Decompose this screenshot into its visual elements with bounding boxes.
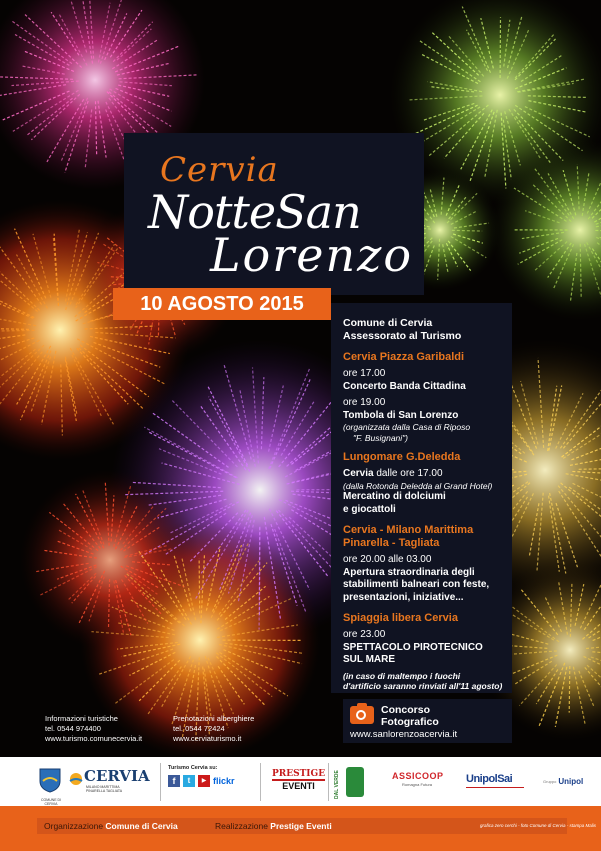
title-cervia: Cervia [160,150,279,190]
facebook-icon[interactable]: f [168,775,180,787]
section-title-spiaggia: Spiaggia libera Cervia [343,612,458,624]
section-title-milano [343,524,509,550]
section-title-deledda: Lungomare G.Deledda [343,451,461,463]
footer-organizer [44,821,178,831]
hotel-info-title: Prenotazioni alberghiere [173,714,255,723]
footer-org-value: Comune di Cervia [105,821,178,831]
organizer-line1: Comune di Cervia [343,317,433,329]
leaf-icon [346,767,364,797]
twitter-icon[interactable]: t [183,775,195,787]
garibaldi-note2: "F. Busignani") [353,432,409,443]
photo-contest-line1: Concorso [381,704,431,716]
deledda-time [343,468,509,481]
unipol-prefix: Gruppo [543,779,557,784]
program-panel [331,303,512,693]
deledda-time-value: dalle ore 17.00 [373,468,443,479]
social-title: Turismo Cervia su: [168,765,218,771]
logo-divider [328,763,329,801]
social-links [168,765,235,787]
milano-time: ore 20.00 alle 03.00 [343,554,432,565]
garibaldi-note1: (organizzata dalla Casa di Riposo [343,422,471,432]
photo-contest-title [381,704,439,728]
garibaldi-event1: Concerto Banda Cittadina [343,380,466,392]
footer-bar [0,806,601,851]
deledda-time-prefix: Cervia [343,468,374,479]
organizer [343,317,509,343]
photo-contest-line2: Fotografico [381,716,439,728]
footer-real-value: Prestige Eventi [270,821,332,831]
spark-ray [259,528,260,630]
milano-events [343,567,509,605]
milano-event3: presentazioni, iniziative... [343,591,464,603]
hotel-info [173,714,254,744]
comune-label: COMUNE DI CERVIA [40,798,62,806]
garibaldi-note [343,422,509,443]
logo-divider [160,763,161,801]
spiaggia-note1: (in caso di maltempo i fuochi [343,670,461,681]
cervia-logo-sub: MILANO MARITTIMA PINARELLA TAGLIATA [86,785,123,793]
deledda-note: (dalla Rotonda Deledda al Grand Hotel) [343,480,493,491]
unipol-text: Unipol [558,777,584,786]
spiaggia-event2: SUL MARE [343,654,396,665]
hotel-info-url[interactable]: www.cerviaturismo.it [173,734,242,743]
hotel-info-phone: tel. 0544 72424 [173,724,225,733]
milano-event2: stabilimenti balneari con feste, [343,579,490,590]
coat-of-arms-icon [38,767,62,793]
unipolsai-logo [466,773,524,788]
spiaggia-time: ore 23.00 [343,629,386,640]
milano-event1: Apertura straordinaria degli [343,566,475,578]
spiaggia-note [343,671,509,692]
footer-credits: grafica zero cerchi - foto Comune di Cervia - stampa Malis [480,823,597,828]
tourist-info-title: Informazioni turistiche [45,714,118,723]
spiaggia-note2: d'artificio saranno rinviati all'11 agosto) [343,681,503,691]
spiaggia-events [343,642,509,667]
deledda-event2: e giocattoli [343,503,396,515]
assicoop-text: ASSICOOP [392,771,444,781]
youtube-icon[interactable]: ▶ [198,775,210,787]
garibaldi-event2: Tombola di San Lorenzo [343,409,459,421]
prestige-line1: PRESTIGE [272,769,326,779]
title-lorenzo: Lorenzo [210,228,414,282]
flickr-icon[interactable]: flickr [213,776,235,786]
section-title-garibaldi: Cervia Piazza Garibaldi [343,351,465,363]
tourist-info-url[interactable]: www.turismo.comunecervia.it [45,734,143,743]
photo-contest-url[interactable]: www.sanlorenzoacervia.it [350,729,458,740]
camera-icon [350,706,374,724]
sun-icon [68,771,84,787]
footer-real-label: Realizzazione [215,821,271,831]
footer-production [215,821,332,831]
tourist-info-phone: tel. 0544 974400 [45,724,101,733]
assicoop-sub: Romagna Futura [402,782,433,787]
tourist-info [45,714,142,744]
unipolsai-text: UnipolSai [466,773,513,785]
sponsor-logos [0,757,601,806]
photo-contest [343,699,512,743]
prestige-line2: EVENTI [282,781,315,791]
unipolsai-underline [466,787,524,788]
comune-cervia-logo [38,767,64,806]
logo-divider [260,763,261,801]
spiaggia-event1: SPETTACOLO PIROTECNICO [343,641,483,653]
event-date: 10 AGOSTO 2015 [113,288,331,320]
garibaldi-time1: ore 17.00 [343,368,386,379]
title-notte-san: NotteSan [148,185,361,239]
cervia-logo-text: CERVIA [84,767,150,785]
footer-org-label: Organizzazione [44,821,106,831]
deledda-event1: Mercatino di dolciumi [343,491,446,502]
garibaldi-time2: ore 19.00 [343,397,386,408]
unipol-group-logo [543,777,583,786]
prestige-eventi-logo [272,769,325,792]
dalverde-label: DAL VERDE [334,770,340,799]
milano-title1: Cervia - Milano Marittima [343,524,474,536]
milano-title2: Pinarella - Tagliata [343,537,440,549]
organizer-line2: Assessorato al Turismo [343,330,462,342]
deledda-events [343,491,509,516]
assicoop-logo [392,771,444,787]
